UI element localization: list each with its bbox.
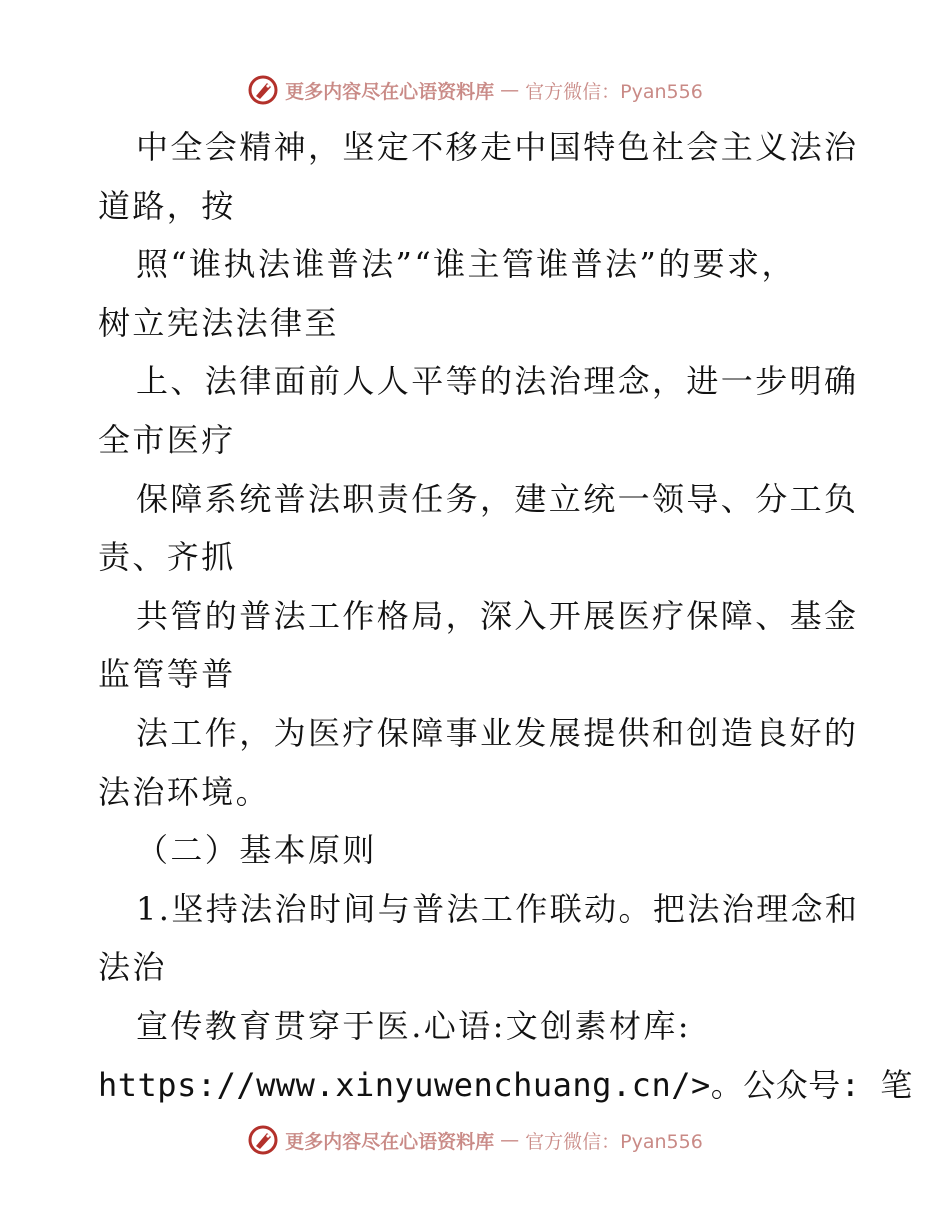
section-heading: （二）基本原则	[136, 831, 377, 870]
text-line: 道路，按	[98, 186, 236, 225]
text-line: 监管等普	[98, 655, 236, 694]
footer-watermark	[0, 1120, 950, 1160]
text-line: 上、法律面前人人平等的法治理念，进一步明确	[136, 362, 859, 401]
text-line: 1.坚持法治时间与普法工作联动。把法治理念和	[136, 889, 860, 928]
text-line: 责、齐抓	[98, 538, 236, 577]
text-line: 中全会精神，坚定不移走中国特色社会主义法治	[136, 128, 859, 166]
watermark-wechat-text: 官方微信：Pyan556	[525, 1130, 703, 1153]
pen-nib-icon	[247, 1124, 279, 1156]
text-line: 树立宪法法律至	[98, 303, 339, 342]
text-line: 法治	[98, 948, 167, 987]
watermark-main-text: 更多内容尽在心语资料库	[285, 1130, 495, 1153]
watermark-dash: —	[500, 79, 520, 101]
text-line: 法治环境。	[98, 772, 271, 811]
text-line: 照“谁执法谁普法”“谁主管谁普法”的要求，	[136, 245, 796, 284]
text-line: 共管的普法工作格局，深入开展医疗保障、基金	[136, 596, 859, 635]
watermark-wechat-text: 官方微信：Pyan556	[525, 80, 703, 103]
text-line: 法工作，为医疗保障事业发展提供和创造良好的	[136, 713, 859, 752]
text-line: 全市医疗	[98, 420, 236, 459]
text-line-url: https://www.xinyuwenchuang.cn/>。公众号: 笔	[98, 1065, 913, 1104]
watermark-main-text: 更多内容尽在心语资料库	[285, 80, 495, 103]
header-watermark	[0, 70, 950, 110]
text-line: 宣传教育贯穿于医.心语:文创素材库:	[136, 1006, 691, 1045]
pen-nib-icon	[247, 74, 279, 106]
document-body	[98, 118, 913, 1114]
watermark-dash: —	[500, 1129, 520, 1151]
text-line: 保障系统普法职责任务，建立统一领导、分工负	[136, 479, 859, 518]
